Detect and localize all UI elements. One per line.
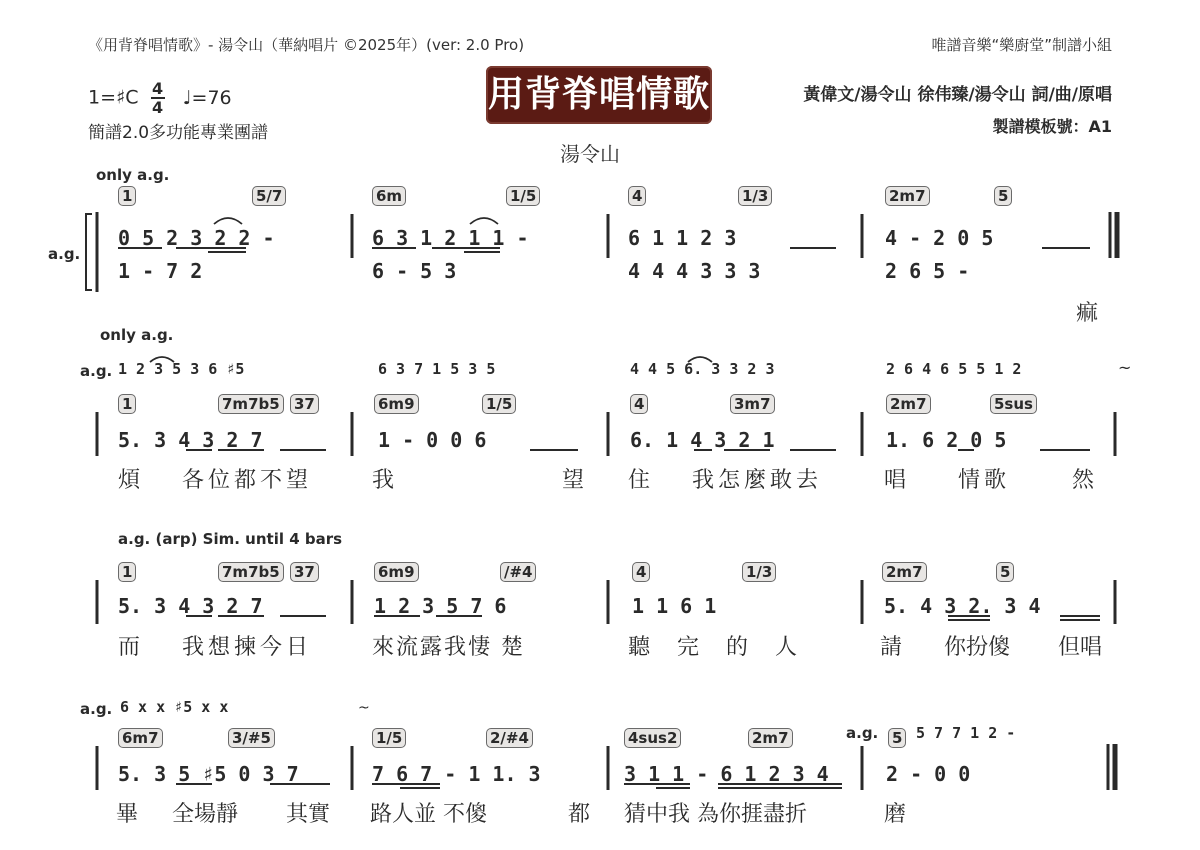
chord: 6m9 [374,394,419,414]
chord: 2m7 [748,728,793,748]
ag-label: a.g. [80,700,113,718]
ag-notes: 5 7 7 1 2 - [916,724,1016,742]
melody: 7 6 7 - 1 1. 3 [372,762,541,786]
lyric: 猜中我 為你捱盡折 [624,802,807,827]
melody: 5. 4 3 2. 3 4 [884,594,1041,618]
lyric: 住 [628,468,651,493]
arp-label: a.g. (arp) Sim. until 4 bars [118,530,343,548]
singer: 湯令山 [560,142,620,166]
lyric: 磨 [884,802,907,827]
lyric: 我 [372,468,395,493]
lyric: 其實 [286,802,331,827]
tempo: ♩=76 [182,86,232,109]
chord: 3m7 [730,394,775,414]
chord: 1/5 [482,394,516,414]
lyric: 而 [118,635,141,660]
lyric: 望 [562,468,585,493]
chord: 1 [118,562,136,582]
lyric: 來流露我悽 楚 [372,635,525,660]
lyric: 請 [880,635,903,660]
lyric: 全場靜 [172,802,239,827]
header-team: 唯譜音樂“樂廚堂”制譜小組 [931,36,1112,54]
notes-lower: 6 - 5 3 [372,259,457,283]
notes-upper: 4 - 2 0 5 [885,226,994,250]
melody: 1 - 0 0 6 [378,428,487,452]
barlines-row3 [97,580,1115,624]
notes-upper: 6 3 1 2 1 1 - [372,226,529,250]
lyric: 我想揀今日 [182,635,313,660]
lyric: 畢 [116,802,139,827]
chord: 37 [290,394,319,414]
melody: 5. 3 4 3 2 7 [118,594,263,618]
notes-upper: 0 5 2 3 2 2 - [118,226,275,250]
melody: 1 1 6 1 [632,594,717,618]
lyric: 你扮傻 [944,635,1011,660]
ag-notes: 2 6 4 6 5 5 1 2 [886,360,1022,378]
notes-lower: 2 6 5 - [885,259,970,283]
lyric: 聽 完 的 人 [628,635,807,660]
ag-label: a.g. [48,245,81,263]
staff-bracket [86,214,92,290]
melody: 5. 3 4 3 2 7 [118,428,263,452]
lyric: 然 [1072,468,1095,493]
chord: 2/#4 [486,728,533,748]
chord: 4sus2 [624,728,681,748]
chord: 3/#5 [228,728,275,748]
chord: 5 [888,728,906,748]
subtitle: 簡譜2.0多功能專業團譜 [88,123,269,143]
beams [118,248,1103,788]
melody: 1 2 3 5 7 6 [374,594,507,618]
lyric: 但唱 [1058,635,1103,660]
lyric: 情歌 [958,468,1011,493]
melody: 1. 6 2 0 5 [886,428,1007,452]
chord: 1/5 [372,728,406,748]
lyric: 各位都不望 [182,468,313,493]
chord: 37 [290,562,319,582]
chord: 5 [994,186,1012,206]
lyric: 痲 [1076,301,1099,326]
ag-notes: 6 3 7 1 5 3 5 [378,360,496,378]
ag-notes: 1 2 3 5 3 6 ♯5 [118,360,245,378]
melody: 5. 3 5 ♯5 0 3 7 [118,762,299,786]
ag-notes: 4 4 5 6. 3 3 2 3 [630,360,775,378]
chord: 2m7 [882,562,927,582]
melody: 2 - 0 0 [886,762,971,786]
chord: 1/5 [506,186,540,206]
lyric: 煩 [118,468,141,493]
chord: 7m7b5 [218,394,284,414]
melody: 6. 1 4 3 2 1 [630,428,775,452]
chord: 2m7 [886,394,931,414]
notes-lower: 4 4 4 3 3 3 [628,259,761,283]
ag-label: a.g. [846,724,879,742]
barlines-row4 [97,744,1115,790]
chord: /#4 [500,562,536,582]
chord: 1/3 [738,186,772,206]
ag-label: a.g. [80,362,113,380]
chord: 1/3 [742,562,776,582]
chord: 1 [118,394,136,414]
template-number: 製譜模板號：A1 [992,117,1112,136]
lyric: 都 [568,802,591,827]
lyric: 唱 [884,468,907,493]
only-ag-label: only a.g. [96,166,170,184]
chord: 6m7 [118,728,163,748]
chord: 6m [372,186,406,206]
only-ag-label: only a.g. [100,326,174,344]
chord: 6m9 [374,562,419,582]
credits: 黃偉文/湯令山 徐伟臻/湯令山 詞/曲/原唱 [803,85,1112,105]
key-label: 1=♯C [88,86,139,109]
notes-upper: 6 1 1 2 3 [628,226,737,250]
tilde: ~ [1118,358,1132,377]
chord: 4 [632,562,650,582]
ag-notes: 6 x x ♯5 x x [120,698,229,716]
chord: 2m7 [885,186,930,206]
chord: 5 [996,562,1014,582]
header-source: 《用背脊唱情歌》- 湯令山（華納唱片 ©2025年）(ver: 2.0 Pro) [88,36,525,54]
melody: 3 1 1 - 6 1 2 3 4 [624,762,829,786]
chord: 5sus [990,394,1037,414]
lyric: 路人並 不傻 [370,802,487,827]
song-title: 用背脊唱情歌 [486,66,712,124]
chord: 7m7b5 [218,562,284,582]
chord: 4 [630,394,648,414]
tilde: ~ [358,700,370,716]
ties [150,218,712,362]
barlines-row1 [97,212,1117,292]
chord: 5/7 [252,186,286,206]
lyric: 我怎麼敢去 [692,468,823,493]
chord: 4 [628,186,646,206]
chord: 1 [118,186,136,206]
time-signature: $\frac{4}{4}$ [151,79,164,117]
notes-lower: 1 - 7 2 [118,259,203,283]
